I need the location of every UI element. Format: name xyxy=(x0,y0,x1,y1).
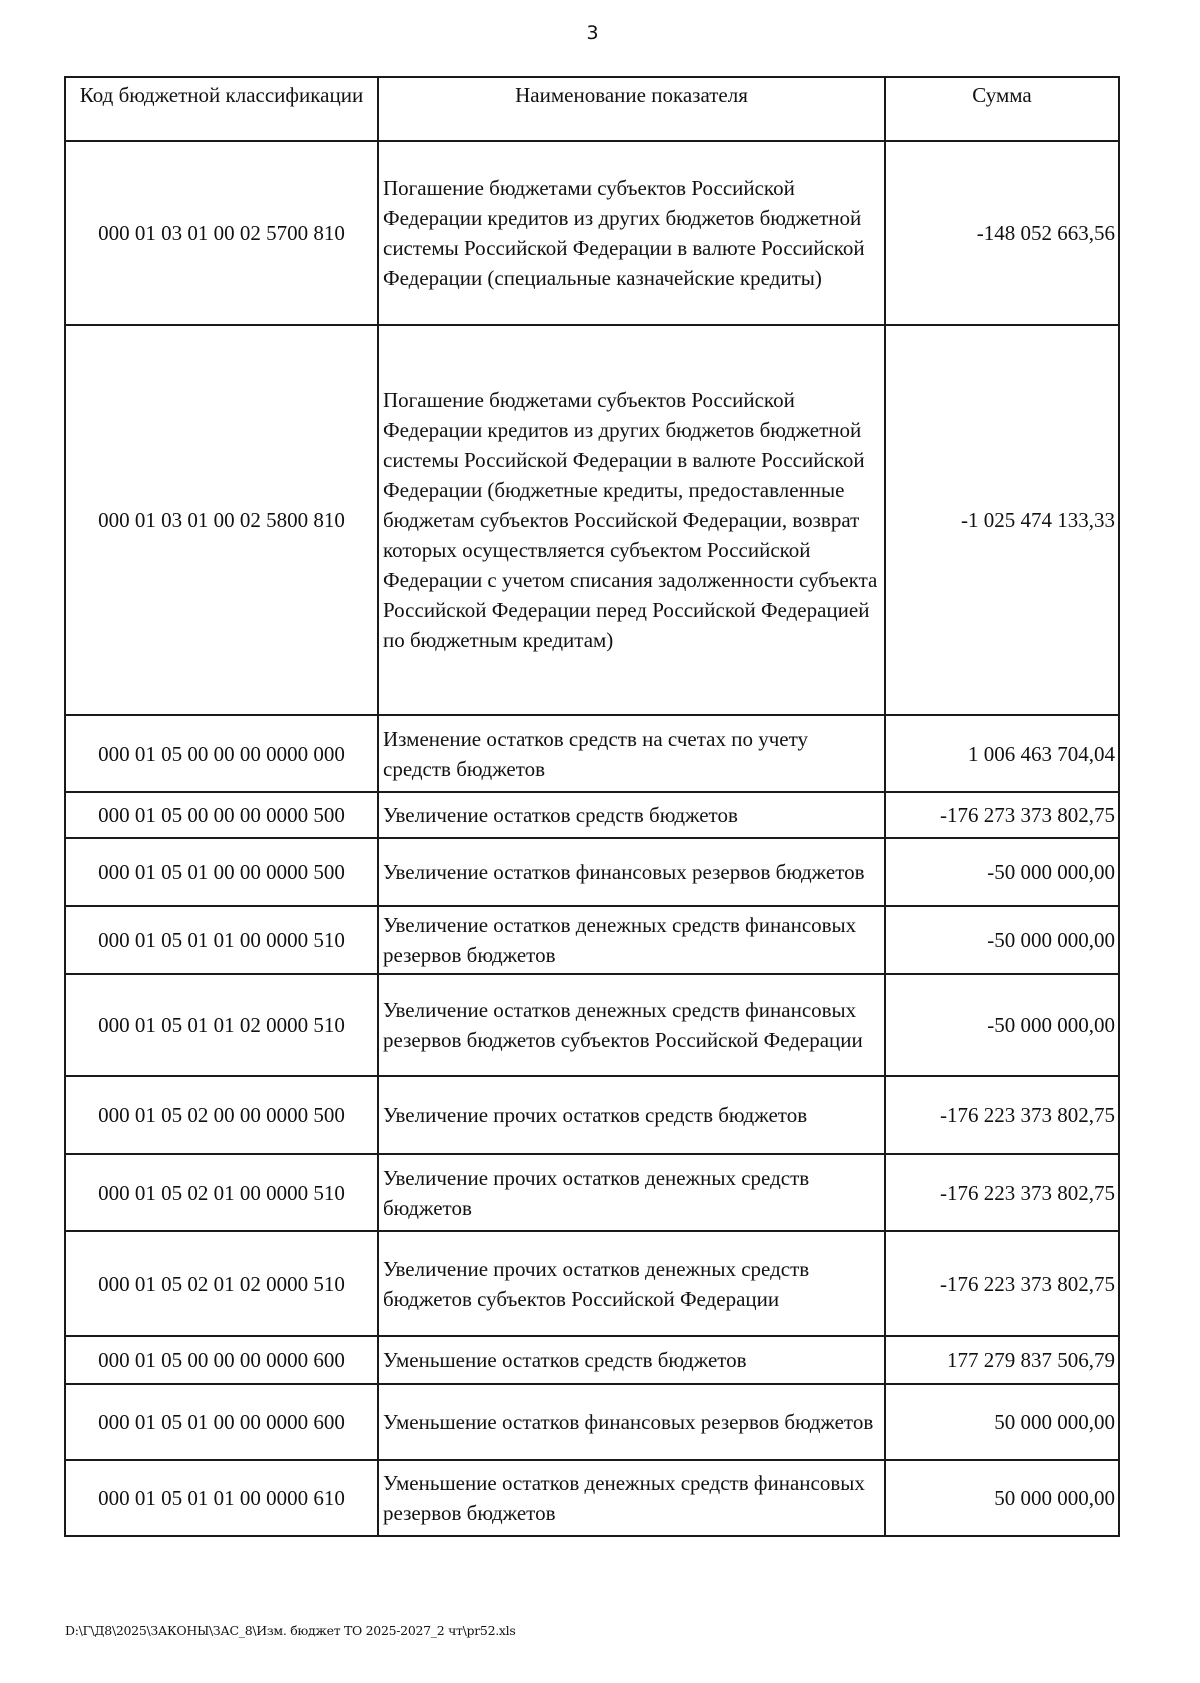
table-header-row xyxy=(65,77,1119,141)
row-name: Увеличение остатков финансовых резервов бюджетов xyxy=(378,838,885,906)
row-name: Уменьшение остатков финансовых резервов бюджетов xyxy=(378,1384,885,1460)
table-row xyxy=(65,141,1119,325)
row-sum: -1 025 474 133,33 xyxy=(885,325,1119,715)
row-code: 000 01 05 01 01 00 0000 610 xyxy=(65,1460,378,1536)
row-name: Увеличение остатков средств бюджетов xyxy=(378,792,885,838)
row-sum: -176 273 373 802,75 xyxy=(885,792,1119,838)
table-row xyxy=(65,1154,1119,1231)
row-sum: 1 006 463 704,04 xyxy=(885,715,1119,792)
row-sum: 50 000 000,00 xyxy=(885,1460,1119,1536)
row-code: 000 01 03 01 00 02 5700 810 xyxy=(65,141,378,325)
row-code: 000 01 05 02 00 00 0000 500 xyxy=(65,1076,378,1154)
row-sum: 50 000 000,00 xyxy=(885,1384,1119,1460)
row-name: Погашение бюджетами субъектов Российской Федерации кредитов из других бюджетов бюджетной системы Российской Федерации в валюте Российской Федерации (специальные казначейские кредиты) xyxy=(378,141,885,325)
row-sum: -176 223 373 802,75 xyxy=(885,1076,1119,1154)
row-code: 000 01 05 01 01 02 0000 510 xyxy=(65,974,378,1076)
budget-table xyxy=(64,76,1120,1537)
table-row xyxy=(65,1336,1119,1384)
row-code: 000 01 05 01 00 00 0000 600 xyxy=(65,1384,378,1460)
row-code: 000 01 05 02 01 02 0000 510 xyxy=(65,1231,378,1336)
row-code: 000 01 05 00 00 00 0000 000 xyxy=(65,715,378,792)
row-sum: -50 000 000,00 xyxy=(885,906,1119,974)
row-name: Увеличение прочих остатков денежных средств бюджетов xyxy=(378,1154,885,1231)
row-code: 000 01 05 01 01 00 0000 510 xyxy=(65,906,378,974)
table-row xyxy=(65,715,1119,792)
row-sum: -176 223 373 802,75 xyxy=(885,1154,1119,1231)
header-name: Наименование показателя xyxy=(378,77,885,141)
row-sum: -176 223 373 802,75 xyxy=(885,1231,1119,1336)
row-sum: 177 279 837 506,79 xyxy=(885,1336,1119,1384)
table-row xyxy=(65,1076,1119,1154)
row-sum: -50 000 000,00 xyxy=(885,838,1119,906)
table-row xyxy=(65,906,1119,974)
row-name: Погашение бюджетами субъектов Российской Федерации кредитов из других бюджетов бюджетной системы Российской Федерации в валюте Российской Федерации (бюджетные кредиты, предоставленные бюджетам субъектов Российской Федерации, возврат которых осуществляется субъектом Российской Федерации с учетом списания задолженности субъекта Российской Федерации перед Российской Федерацией по бюджетным кредитам) xyxy=(378,325,885,715)
table-row xyxy=(65,325,1119,715)
table-row xyxy=(65,792,1119,838)
row-name: Увеличение прочих остатков средств бюджетов xyxy=(378,1076,885,1154)
table-row xyxy=(65,1231,1119,1336)
header-sum: Сумма xyxy=(885,77,1119,141)
row-code: 000 01 05 00 00 00 0000 500 xyxy=(65,792,378,838)
header-code: Код бюджетной классификации xyxy=(65,77,378,141)
row-name: Изменение остатков средств на счетах по учету средств бюджетов xyxy=(378,715,885,792)
row-name: Увеличение остатков денежных средств финансовых резервов бюджетов субъектов Российской Федерации xyxy=(378,974,885,1076)
table-row xyxy=(65,838,1119,906)
row-sum: -148 052 663,56 xyxy=(885,141,1119,325)
table-row xyxy=(65,974,1119,1076)
row-code: 000 01 05 00 00 00 0000 600 xyxy=(65,1336,378,1384)
row-code: 000 01 05 02 01 00 0000 510 xyxy=(65,1154,378,1231)
row-name: Уменьшение остатков денежных средств финансовых резервов бюджетов xyxy=(378,1460,885,1536)
row-code: 000 01 05 01 00 00 0000 500 xyxy=(65,838,378,906)
page-number: 3 xyxy=(586,22,599,44)
row-code: 000 01 03 01 00 02 5800 810 xyxy=(65,325,378,715)
table-row xyxy=(65,1460,1119,1536)
row-name: Уменьшение остатков средств бюджетов xyxy=(378,1336,885,1384)
table-row xyxy=(65,1384,1119,1460)
row-name: Увеличение остатков денежных средств финансовых резервов бюджетов xyxy=(378,906,885,974)
row-name: Увеличение прочих остатков денежных средств бюджетов субъектов Российской Федерации xyxy=(378,1231,885,1336)
row-sum: -50 000 000,00 xyxy=(885,974,1119,1076)
file-path-footer: D:\Г\Д8\2025\ЗАКОНЫ\ЗАС_8\Изм. бюджет ТО 2025-2027_2 чт\pr52.xls xyxy=(65,1623,516,1638)
